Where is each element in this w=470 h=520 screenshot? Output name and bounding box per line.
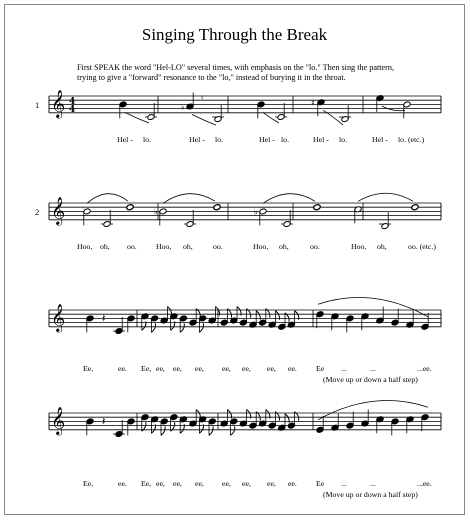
note-head xyxy=(126,204,134,211)
time-signature-bottom: 4 xyxy=(69,105,76,116)
lyric-syllable: ee. xyxy=(288,364,297,373)
lyric-syllable: ...ee. xyxy=(417,479,432,488)
lyric-syllable: oo. (etc.) xyxy=(408,242,436,251)
treble-clef-icon: 𝄞 xyxy=(51,303,66,332)
slur xyxy=(263,194,315,204)
lyric-syllable: ... xyxy=(370,479,376,488)
lyric-syllable: lo. xyxy=(281,135,290,144)
lyric-syllable: ee. xyxy=(118,479,127,488)
sharp-icon: ♯ xyxy=(311,98,315,108)
lyric-syllable: Ee xyxy=(316,479,325,488)
lyric-syllable: ee, xyxy=(195,364,204,373)
lyric-syllable: ... xyxy=(370,364,376,373)
lyric-syllable: ... xyxy=(341,364,347,373)
note-head xyxy=(213,204,221,211)
note-flag xyxy=(199,323,203,332)
lyric-syllable: oh, xyxy=(100,242,110,251)
lyric-syllable: oh, xyxy=(377,242,387,251)
note-flag xyxy=(161,426,165,435)
lyric-syllable: Ee, xyxy=(83,479,94,488)
lyric-syllable: Hel - xyxy=(117,135,133,144)
slur xyxy=(192,115,216,126)
lyric-syllable: ee, xyxy=(156,364,165,373)
treble-clef-icon: 𝄞 xyxy=(51,89,66,118)
flat-icon: ♭ xyxy=(181,102,185,112)
lyric-syllable: oo. xyxy=(127,242,137,251)
lyric-syllable: ee. xyxy=(288,479,297,488)
transpose-note: (Move up or down a half step) xyxy=(323,375,418,384)
accidental-mark: ♮ xyxy=(201,94,204,102)
lyric-syllable: lo. (etc.) xyxy=(398,135,425,144)
page-title: Singing Through the Break xyxy=(141,25,328,44)
lyric-syllable: ... xyxy=(341,479,347,488)
note-head xyxy=(313,204,321,211)
lyric-syllable: Hel - xyxy=(189,135,205,144)
lyric-syllable: Hoo, xyxy=(77,242,93,251)
lyric-syllable: ee, xyxy=(222,479,231,488)
note-flag xyxy=(151,323,155,332)
note-head xyxy=(411,204,419,211)
lyric-syllable: ee, xyxy=(242,479,251,488)
quarter-rest-icon: 𝄽 xyxy=(102,312,106,325)
instructions-line-1: First SPEAK the word "Hel-LO" several times, with emphasis on the "lo." Then sing the pattern, xyxy=(77,63,395,72)
lyric-syllable: ee, xyxy=(173,479,182,488)
lyric-syllable: oh, xyxy=(183,242,193,251)
lyric-syllable: oh, xyxy=(279,242,289,251)
note-flag xyxy=(231,426,235,435)
lyric-syllable: oo. xyxy=(213,242,223,251)
lyric-syllable: ee, xyxy=(195,479,204,488)
note-flag xyxy=(180,323,184,332)
slur xyxy=(87,194,128,204)
lyric-syllable: Hel - xyxy=(259,135,275,144)
lyric-syllable: Hel - xyxy=(313,135,329,144)
lyric-syllable: oo. xyxy=(310,242,320,251)
lyric-syllable: Ee, xyxy=(141,479,152,488)
lyric-syllable: ee, xyxy=(222,364,231,373)
treble-clef-icon: 𝄞 xyxy=(51,196,66,225)
lyric-syllable: ee, xyxy=(267,364,276,373)
lyric-syllable: Hel - xyxy=(372,135,388,144)
lyric-syllable: ee, xyxy=(267,479,276,488)
flat-icon: ♭ xyxy=(254,207,258,217)
lyric-syllable: ee, xyxy=(242,364,251,373)
lyric-syllable: Hoo, xyxy=(156,242,172,251)
time-signature-top: 4 xyxy=(69,96,76,107)
lyric-syllable: Ee, xyxy=(141,364,152,373)
lyric-syllable: lo. xyxy=(339,135,348,144)
instructions-line-2: trying to give a "forward" resonance to the "lo," instead of burying it in the throat. xyxy=(77,73,346,82)
slur xyxy=(263,112,279,123)
note-flag xyxy=(209,426,213,435)
lyric-syllable: Ee xyxy=(316,364,325,373)
treble-clef-icon: 𝄞 xyxy=(51,406,66,435)
quarter-rest-icon: 𝄽 xyxy=(102,415,106,428)
lyric-syllable: ee. xyxy=(118,364,127,373)
sheet-frame xyxy=(4,4,465,515)
lyric-syllable: ee, xyxy=(156,479,165,488)
system-number-1: 1 xyxy=(35,100,40,110)
lyric-syllable: lo. xyxy=(215,135,224,144)
lyric-syllable: Hoo, xyxy=(351,242,367,251)
system-number-2: 2 xyxy=(35,207,40,217)
lyric-syllable: Ee, xyxy=(83,364,94,373)
lyric-syllable: ee, xyxy=(173,364,182,373)
transpose-note: (Move up or down a half step) xyxy=(323,490,418,499)
lyric-syllable: ...ee. xyxy=(417,364,432,373)
slur xyxy=(125,112,149,123)
flat-icon: ♭ xyxy=(154,207,158,217)
slur xyxy=(163,194,215,204)
lyric-syllable: lo. xyxy=(143,135,152,144)
lyric-syllable: Hoo, xyxy=(253,242,269,251)
slur xyxy=(358,193,413,201)
music-score xyxy=(5,5,464,514)
